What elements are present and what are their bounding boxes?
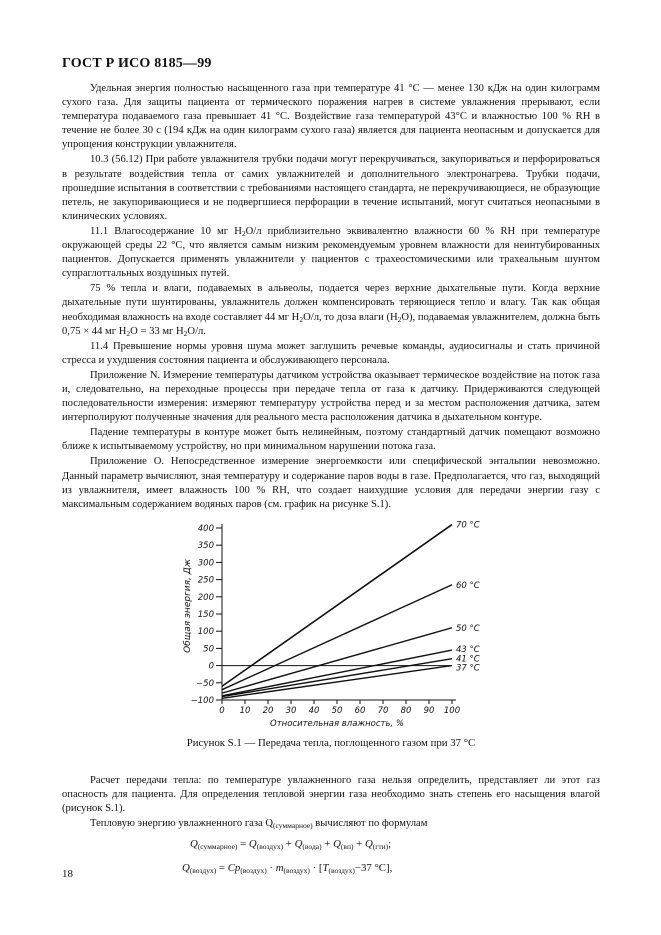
- subscript: 2: [241, 228, 246, 238]
- series-label: 70 °С: [456, 520, 480, 531]
- series-label: 37 °С: [456, 663, 480, 674]
- text-run: O = 33 мг H: [130, 325, 184, 337]
- subscript: 2: [126, 328, 131, 338]
- series-label: 50 °С: [456, 623, 480, 634]
- y-tick-label: 250: [197, 575, 214, 586]
- subscript: 2: [183, 328, 188, 338]
- text-run: O/л.: [187, 325, 206, 337]
- series-label: 41 °С: [456, 654, 480, 665]
- paragraph: Расчет передачи тепла: по температуре увлажненного газа нельзя определить, представляет ли этот газ опасность для пациента. Для определения тепловой энергии газа необходимо знать степень его насыщения влагой (рисунок S.1).: [62, 774, 600, 815]
- x-tick-label: 70: [377, 705, 389, 716]
- x-tick-label: 90: [423, 705, 435, 716]
- x-tick-label: 0: [219, 705, 225, 716]
- y-tick-label: 400: [197, 523, 214, 534]
- paragraph: [62, 817, 600, 831]
- x-tick-label: 100: [443, 705, 461, 716]
- series-line: [222, 665, 452, 698]
- text-run: O/л, то доза влаги (H: [303, 311, 398, 323]
- paragraph: [62, 225, 600, 281]
- series-label: 43 °С: [456, 644, 480, 655]
- x-tick-label: 30: [285, 705, 297, 716]
- text-run: вычисляют по формулам: [312, 818, 428, 830]
- document-header: ГОСТ Р ИСО 8185—99: [62, 56, 212, 71]
- paragraph: 10.3 (56.12) При работе увлажнителя трубки подачи могут перекручиваться, закупориваться и перфорироваться в результате воздействия тепла от самих увлажнителей и дополнительного электронагрева. Трубки подачи, прошедшие испытания в соответствии с требованиями настоящего стандарта, не перекручивающиеся, не образующие петель, не закупоривающиеся и не подвергшиеся перфорации в течение испытаний, могут считаться неопасными в клинических условиях.: [62, 154, 600, 222]
- paragraph: Приложение N. Измерение температуры датчиком устройства оказывает термическое воздействие на поток газа и, следовательно, на переходные процессы при передаче тепла от газа к датчику. Придерживаются следующей последовательности измерения: измеряют температуру устройства перед и за местом расположения датчика, затем интерполируют полученные значения для реального места расположения датчика в дыхательном контуре.: [62, 369, 600, 424]
- y-tick-label: 200: [197, 592, 214, 603]
- text-run: 75 % тепла и влаги, подаваемых в альвеолы, подается через верхние дыхательные пути. Когда верхние дыхательные пути шунтированы, увлажнитель должен компенсировать теряющиеся тепло и влагу. Так как общая необходимая влажность на входе составляет 44 мг H: [62, 283, 600, 323]
- series-label: 60 °С: [456, 580, 480, 591]
- y-tick-label: 50: [203, 644, 214, 655]
- y-tick-label: 300: [197, 558, 214, 569]
- formula-total-energy: $Q_{(суммарное)} = Q_{(воздух)} + Q_{(вода)} + Q_{(вп)} + Q_{(гти)}$;: [190, 838, 392, 852]
- series-line: [222, 524, 452, 686]
- subscript: 2: [299, 314, 304, 324]
- figure: [62, 518, 600, 730]
- paragraph: 11.4 Превышение нормы уровня шума может заглушить речевые команды, аудиосигналы и стать причиной стресса и ухудшения состояния пациента и обслуживающего персонала.: [62, 340, 600, 366]
- text-run: Тепловую энергию увлажненного газа Q: [90, 818, 274, 830]
- text-run: O/л приблизительно эквивалентно влажности 60 % RH при температуре окружающей среды 22 °С, что является самым низким рекомендуемым уровнем влажности для неинтубированных пациентов. Допускается применять увлажнители у пациентов с трахеостомическими или трахеальным шунтом супраглоттальных воздушных путей.: [62, 225, 600, 280]
- paragraph: [62, 282, 600, 338]
- y-tick-label: −100: [190, 695, 214, 706]
- paragraph: Падение температуры в контуре может быть нелинейным, поэтому стандартный датчик помещают возможно ближе к испытываемому устройству, но при минимальном нарушении потока газа.: [62, 427, 600, 453]
- x-tick-label: 10: [239, 705, 251, 716]
- x-axis-label: Относительная влажность, %: [270, 718, 404, 729]
- y-tick-label: 100: [197, 627, 214, 638]
- subscript: (суммарное): [273, 821, 313, 831]
- text-run: O), подаваемая увлажнителем, должна быть 0,75 × 44 мг H: [62, 311, 600, 337]
- x-tick-label: 40: [308, 705, 320, 716]
- page-number: 18: [62, 868, 73, 880]
- series-line: [222, 659, 452, 697]
- formula-air-energy: $Q_{(воздух)} = Cp_{(воздух)} \cdot m_{(воздух)} \cdot [T_{(воздух)}-37$ °С],: [182, 862, 393, 876]
- document-body: [62, 82, 600, 885]
- x-tick-label: 20: [262, 705, 274, 716]
- x-tick-label: 50: [331, 705, 343, 716]
- paragraph: Удельная энергия полностью насыщенного газа при температуре 41 °С — менее 130 кДж на один килограмм сухого газа. Для защиты пациента от термического поражения нагрев в системе увлажнения прерывают, если температура подаваемого газа превышает 41 °С. Воздействие газа температурой 43°С и влажностью 100 % RH в течение не более 30 с (194 кДж на один килограмм сухого газа) является для пациента неопасным и допускается для упрощения конструкции увлажнителя.: [62, 83, 600, 151]
- x-tick-label: 80: [400, 705, 412, 716]
- energy-chart: [182, 518, 482, 730]
- series-line: [222, 650, 452, 696]
- x-tick-label: 60: [354, 705, 366, 716]
- text-run: 11.1 Влагосодержание 10 мг H: [90, 225, 242, 237]
- y-tick-label: −50: [196, 678, 214, 689]
- y-axis-label: Общая энергия, Дж: [183, 558, 193, 653]
- y-tick-label: 350: [197, 541, 214, 552]
- figure-caption: Рисунок S.1 — Передача тепла, поглощенного газом при 37 °С: [186, 736, 476, 749]
- y-tick-label: 150: [197, 609, 214, 620]
- y-tick-label: 0: [208, 661, 214, 672]
- paragraph: Приложение О. Непосредственное измерение энергоемкости или специфической энтальпии невозможно. Данный параметр вычисляют, зная температуру и содержание паров воды в газе. Предполагается, что газ, выходящий из увлажнителя, имеет влажность 100 % RH, что создает наихудшие условия для передачи энергии газу с максимальным содержанием водяных паров (см. график на рисунке S.1).: [62, 456, 600, 510]
- subscript: 2: [397, 314, 402, 324]
